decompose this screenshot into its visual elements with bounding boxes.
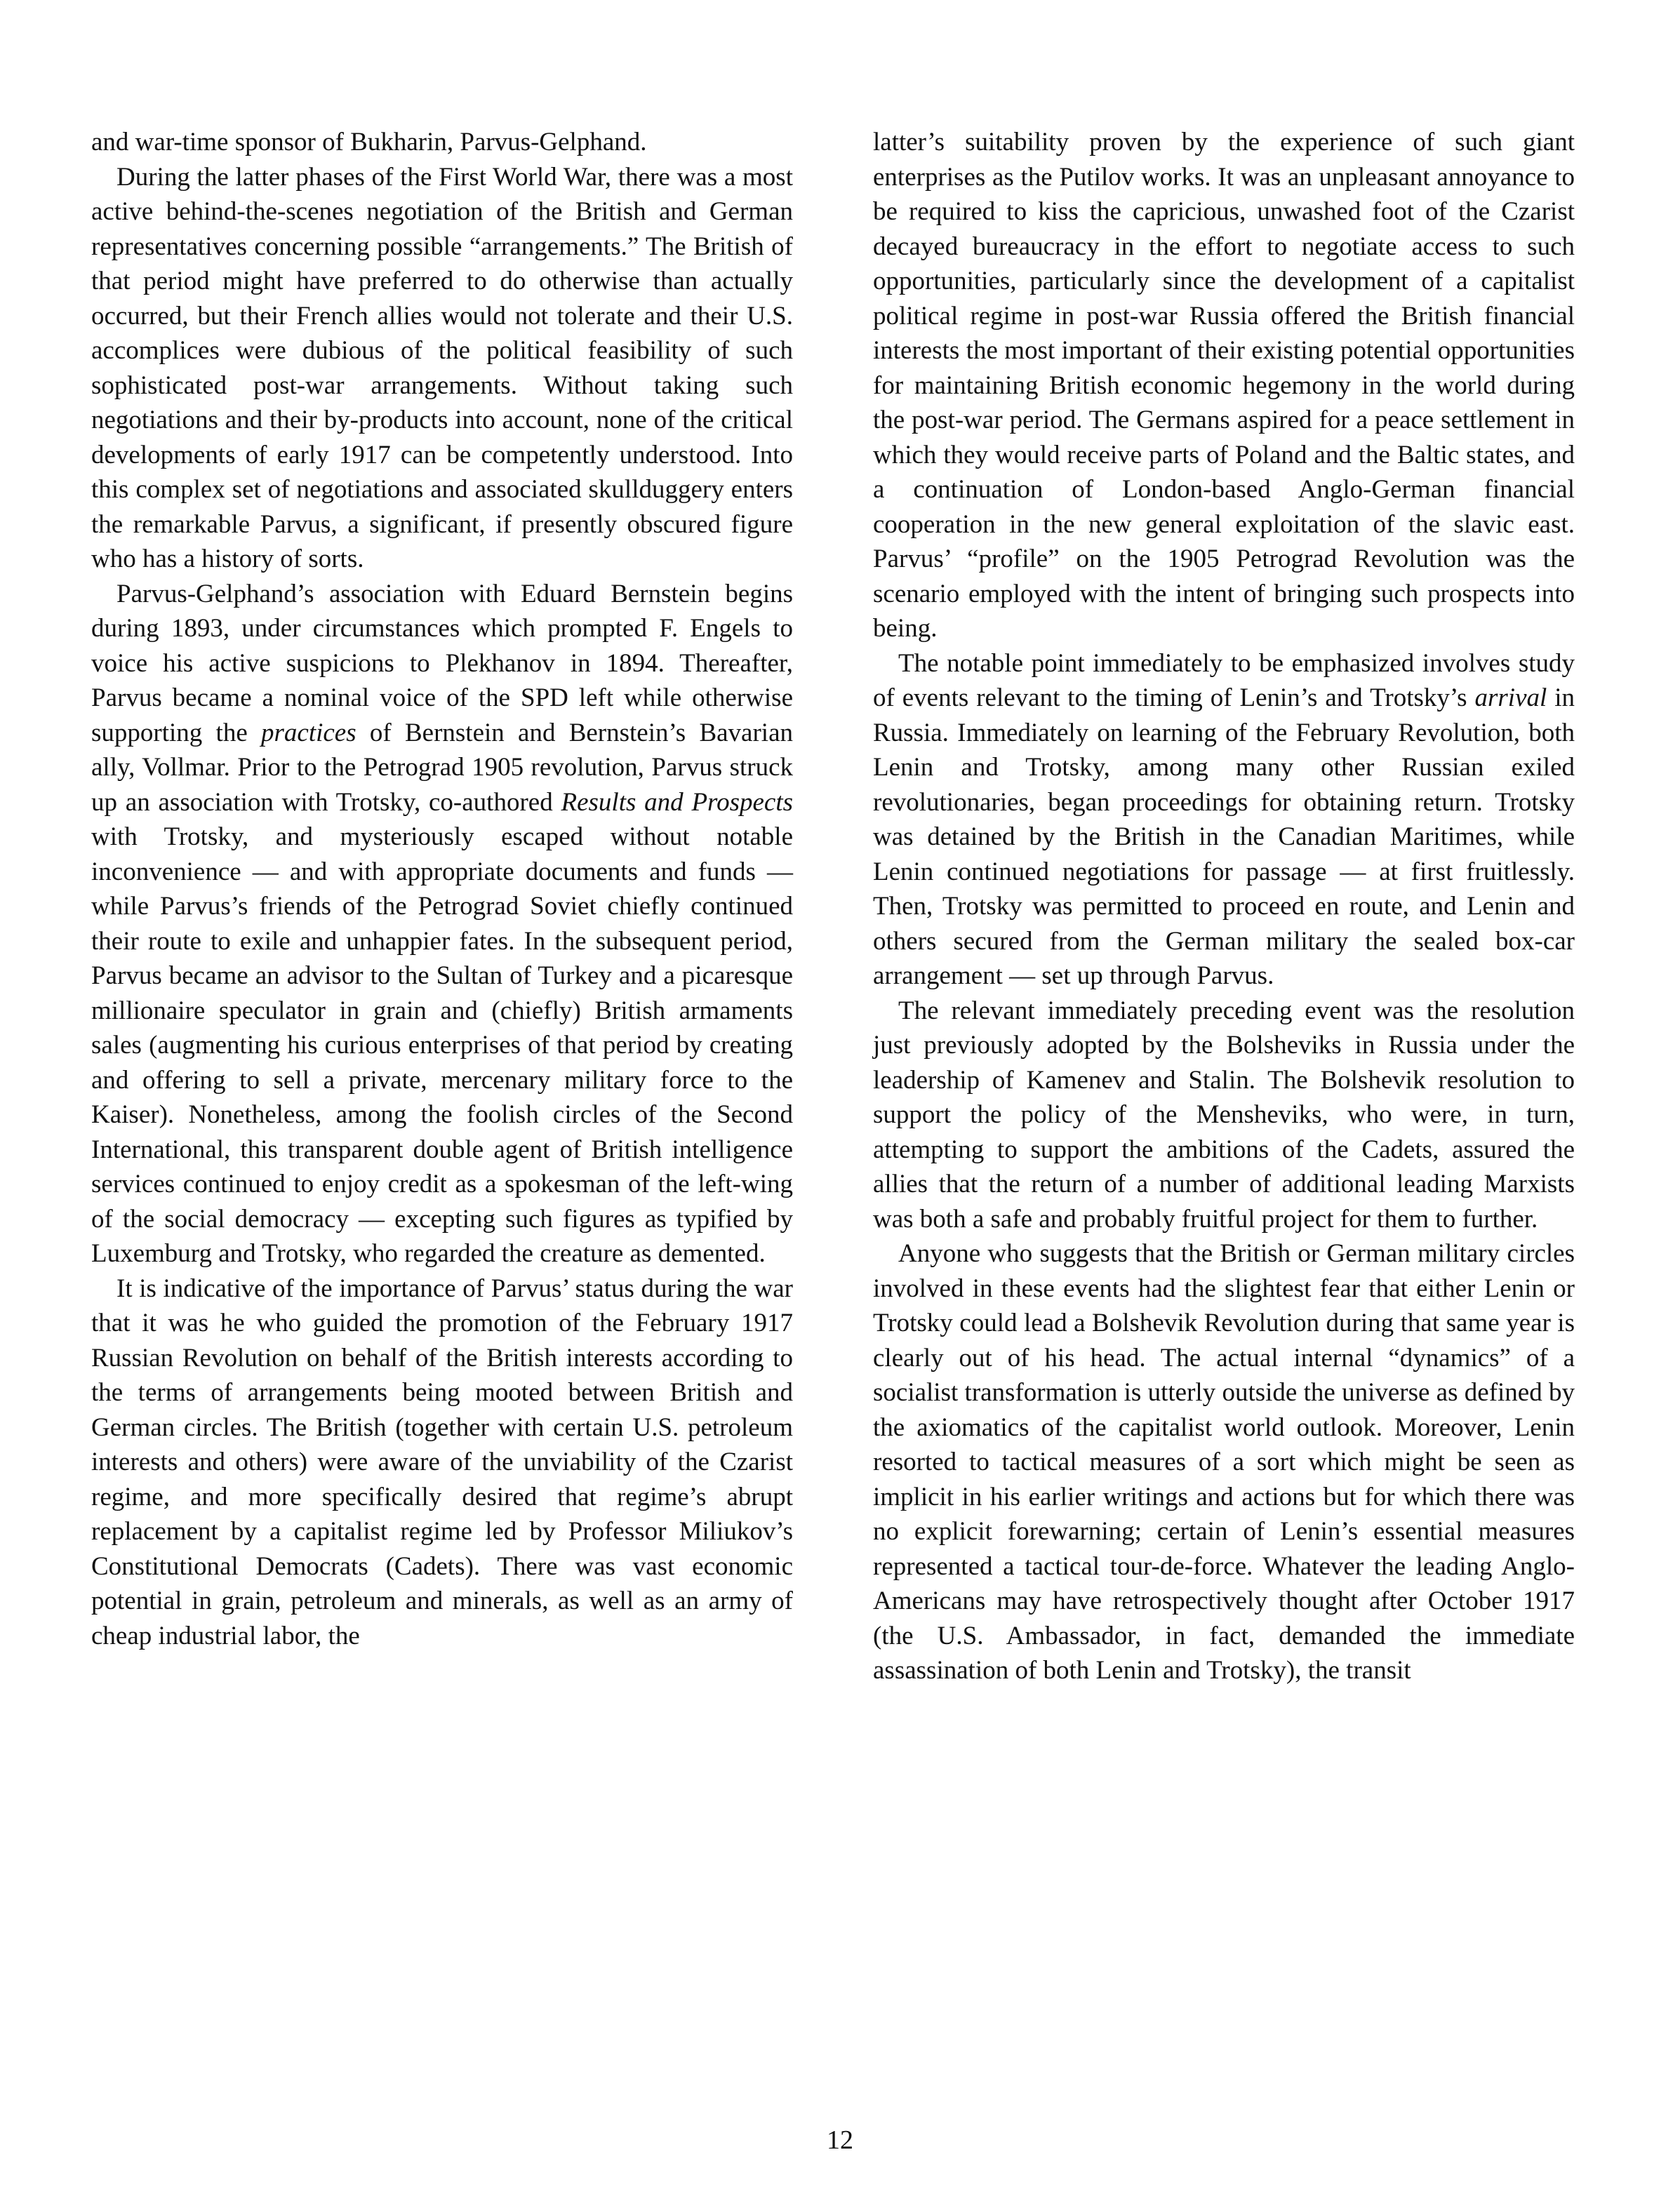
paragraph: latter’s suitability proven by the experience of such giant enterprises as the Putilov works. It was an unpleasant annoyance to be required to kiss the capricious, unwashed foot of the Czarist decayed bureaucracy in the effort to negotiate access to such opportunities, particularly since the development of a capitalist political regime in post-war Russia offered the British financial interests the most important of their existing potential opportunities for maintaining British economic hegemony in the world during the post-war period. The Germans aspired for a peace settlement in which they would receive parts of Poland and the Baltic states, and a continuation of London-based Anglo-German financial cooperation in the new general exploitation of the slavic east. Parvus’ “profile” on the 1905 Petrograd Revolution was the scenario employed with the intent of bringing such prospects into being. [873,128,1575,643]
page-number: 12 [827,2125,853,2155]
text-run: in Russia. Immediately on learning of the February Revolution, both Lenin and Trotsky, among many other Russian exiled revolutionaries, began proceedings for obtaining return. Trotsky was detained by the British in the Canadian Maritimes, while Lenin continued negotiations for passage — at first fruitlessly. Then, Trotsky was permitted to proceed en route, and Lenin and others secured from the German military the sealed box-car arrangement — set up through Parvus. [873,683,1575,990]
left-column [91,125,793,1653]
emphasis-text: practices [261,718,356,747]
paragraph [91,577,793,1271]
paragraph: It is indicative of the importance of Parvus’ status during the war that it was he who guided the promotion of the February 1917 Russian Revolution on behalf of the British interests according to the terms of arrangements being mooted between British and German circles. The British (together with certain U.S. petroleum interests and others) were aware of the unviability of the Czarist regime, and more specifically desired that regime’s abrupt replacement by a capitalist regime led by Professor Miliukov’s Constitutional Democrats (Cadets). There was vast economic potential in grain, petroleum and minerals, as well as an army of cheap industrial labor, the [91,1274,793,1650]
text-run: of Bernstein and Bernstein’s Bavarian ally, Vollmar. Prior to the Petrograd 1905 revolution, Parvus struck up an association with Trotsky, co-authored [91,718,793,817]
emphasis-text: arrival [1474,683,1547,712]
right-column [873,125,1575,1688]
paragraph: Anyone who suggests that the British or German military circles involved in these events had the slightest fear that either Lenin or Trotsky could lead a Bolshevik Revolution during that same year is clearly out of his head. The actual internal “dynamics” of a socialist transformation is utterly outside the universe as defined by the axiomatics of the capitalist world outlook. Moreover, Lenin resorted to tactical measures of a sort which might be seen as implicit in his earlier writings and actions but for which there was no explicit forewarning; certain of Lenin’s essential measures represented a tactical tour-de-force. Whatever the leading Anglo-Americans may have retrospectively thought after October 1917 (the U.S. Ambassador, in fact, demanded the immediate assassination of both Lenin and Trotsky), the transit [873,1239,1575,1685]
text-run: Parvus-Gelphand’s association with Eduard Bernstein begins during 1893, under circumstances which prompted F. Engels to voice his active suspicions to Plekhanov in 1894. Thereafter, Parvus became a nominal voice of the SPD left while otherwise supporting the [91,579,793,747]
paragraph: During the latter phases of the First World War, there was a most active behind-the-scenes negotiation of the British and German representatives concerning possible “arrangements.” The British of that period might have preferred to do otherwise than actually occurred, but their French allies would not tolerate and their U.S. accomplices were dubious of the political feasibility of such sophisticated post-war arrangements. Without taking such negotiations and their by-products into account, none of the critical developments of early 1917 can be competently understood. Into this complex set of negotiations and associated skullduggery enters the remarkable Parvus, a significant, if presently obscured figure who has a history of sorts. [91,162,793,573]
emphasis-text: Results and Prospects [561,787,794,817]
paragraph: The relevant immediately preceding event was the resolution just previously adopted by the Bolsheviks in Russia under the leadership of Kamenev and Stalin. The Bolshevik resolution to support the policy of the Mensheviks, who were, in turn, attempting to support the ambitions of the Cadets, assured the allies that the return of a number of additional leading Marxists was both a safe and probably fruitful project for them to further. [873,996,1575,1234]
text-run: with Trotsky, and mysteriously escaped without notable inconvenience — and with appropriate documents and funds — while Parvus’s friends of the Petrograd Soviet chiefly continued their route to exile and unhappier fates. In the subsequent period, Parvus became an advisor to the Sultan of Turkey and a picaresque millionaire speculator in grain and (chiefly) British armaments sales (augmenting his curious enterprises of that period by creating and offering to sell a private, mercenary military force to the Kaiser). Nonetheless, among the foolish circles of the Second International, this transparent double agent of British intelligence services continued to enjoy credit as a spokesman of the left-wing of the social democracy — excepting such figures as typified by Luxemburg and Trotsky, who regarded the creature as demented. [91,822,793,1268]
paragraph [873,646,1575,994]
text-run: The notable point immediately to be emphasized involves study of events relevant to the timing of Lenin’s and Trotsky’s [873,648,1575,712]
paragraph: and war-time sponsor of Bukharin, Parvus-Gelphand. [91,128,647,156]
